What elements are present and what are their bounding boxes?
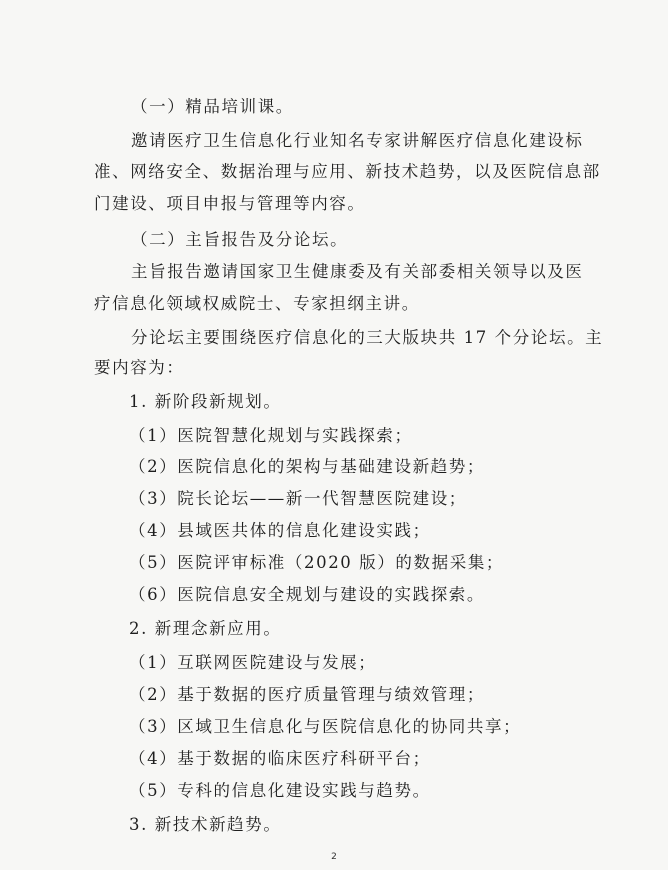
section-heading-keynote: （二）主旨报告及分论坛。	[131, 230, 349, 249]
list-item: （3）区域卫生信息化与医院信息化的协同共享；	[129, 717, 522, 736]
list-item: （2）医院信息化的架构与基础建设新趋势；	[129, 457, 485, 476]
list-heading-3: 3. 新技术新趋势。	[129, 815, 282, 834]
paragraph-line: 分论坛主要围绕医疗信息化的三大版块共 17 个分论坛。主	[131, 328, 604, 347]
paragraph-line: 要内容为：	[94, 358, 185, 377]
list-item: （4）县域医共体的信息化建设实践；	[129, 521, 431, 540]
list-item: （4）基于数据的临床医疗科研平台；	[129, 749, 431, 768]
list-item: （6）医院信息安全规划与建设的实践探索。	[129, 585, 485, 604]
page-number: 2	[331, 852, 337, 862]
list-heading-1: 1. 新阶段新规划。	[129, 392, 282, 411]
paragraph-line: 主旨报告邀请国家卫生健康委及有关部委相关领导以及医	[131, 262, 584, 281]
list-item: （5）专科的信息化建设实践与趋势。	[129, 781, 431, 800]
paragraph-line: 疗信息化领域权威院士、专家担纲主讲。	[94, 294, 420, 313]
list-item: （3）院长论坛——新一代智慧医院建设；	[129, 489, 467, 508]
list-item: （1）医院智慧化规划与实践探索；	[129, 426, 413, 445]
paragraph-line: 邀请医疗卫生信息化行业知名专家讲解医疗信息化建设标	[131, 131, 584, 150]
list-heading-2: 2. 新理念新应用。	[129, 619, 282, 638]
list-item: （1）互联网医院建设与发展；	[129, 653, 377, 672]
section-heading-training: （一）精品培训课。	[131, 97, 294, 116]
list-item: （5）医院评审标准（2020 版）的数据采集；	[129, 553, 505, 572]
list-item: （2）基于数据的医疗质量管理与绩效管理；	[129, 685, 485, 704]
paragraph-line: 门建设、项目申报与管理等内容。	[94, 194, 366, 213]
paragraph-line: 准、网络安全、数据治理与应用、新技术趋势，以及医院信息部	[94, 162, 601, 181]
